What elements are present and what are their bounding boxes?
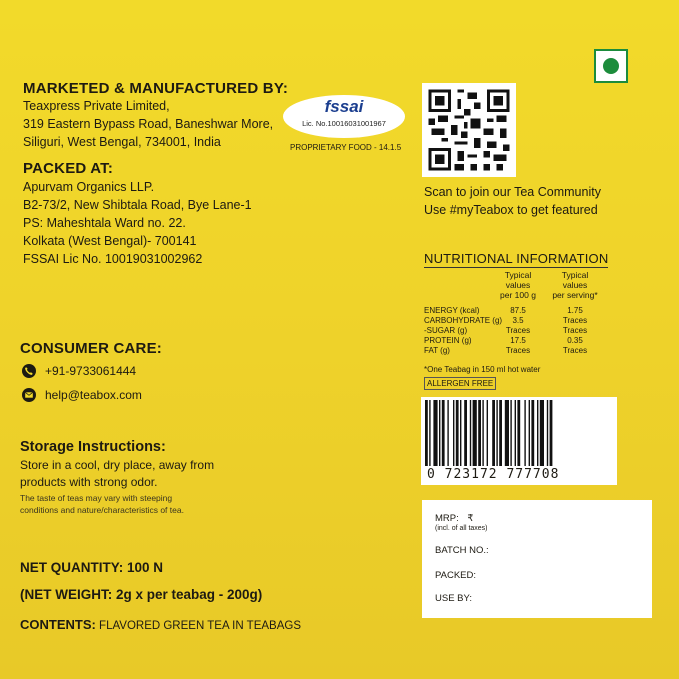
nutrient-value: 3.5 [512, 316, 524, 325]
marketed-heading: MARKETED & MANUFACTURED BY: [23, 80, 289, 97]
nutrient-name: -SUGAR (g) [424, 326, 468, 335]
header-text: Typical [561, 270, 589, 280]
nutrition-title: NUTRITIONAL INFORMATION [424, 251, 609, 266]
net-quantity: NET QUANTITY: 100 N [20, 560, 164, 575]
barcode-bar [547, 400, 548, 466]
barcode-bar [550, 400, 553, 466]
barcode-bar [429, 400, 430, 466]
net-weight: (NET WEIGHT: 2g x per teabag - 200g) [20, 587, 263, 602]
mrp-incl: (incl. of all taxes) [435, 525, 488, 532]
barcode-bar [492, 400, 495, 466]
barcode-bar [505, 400, 509, 466]
barcode-bar [456, 400, 459, 466]
marketed-address [23, 97, 273, 151]
barcode-bar [531, 400, 534, 466]
header-text: per 100 g [500, 290, 536, 300]
storage-note [20, 492, 184, 516]
header-text: per serving* [552, 290, 598, 300]
marketed-line: Teaxpress Private Limited, [23, 99, 170, 113]
rupee-symbol: ₹ [467, 513, 474, 524]
packed-line: B2-73/2, New Shibtala Road, Bye Lane-1 [23, 198, 252, 212]
mrp-text: MRP: [435, 513, 459, 524]
nutrient-serving: Traces [562, 316, 588, 325]
phone-number[interactable]: +91-9733061444 [45, 364, 137, 378]
barcode-bar [540, 400, 544, 466]
nutrient-serving: Traces [562, 326, 588, 335]
barcode-bar [529, 400, 530, 466]
community-line-2: Use #myTeabox to get featured [424, 203, 598, 217]
barcode-bar [425, 400, 428, 466]
fssai-logo: fssai [324, 97, 364, 116]
barcode-bar [464, 400, 467, 466]
mrp-label [435, 513, 473, 524]
mail-icon [22, 388, 36, 402]
nutrient-serving: 1.75 [567, 306, 583, 315]
nutrient-value: Traces [505, 346, 531, 355]
barcode [421, 397, 617, 485]
nutrition-row [424, 316, 604, 326]
barcode-bar [460, 400, 461, 466]
nutrition-col-header-2 [547, 270, 603, 300]
consumer-care-heading: CONSUMER CARE: [20, 340, 162, 357]
packed-address [23, 178, 252, 268]
barcode-bar [499, 400, 502, 466]
nutrient-name: PROTEIN (g) [424, 336, 472, 345]
nutrition-table [424, 306, 604, 356]
header-text: values [562, 280, 588, 290]
nutrition-row [424, 336, 604, 346]
community-text [424, 183, 601, 219]
packed-line: PS: Maheshtala Ward no. 22. [23, 216, 186, 230]
contents [20, 617, 301, 632]
marketed-line: 319 Eastern Bypass Road, Baneshwar More, [23, 117, 274, 131]
contents-value: FLAVORED GREEN TEA IN TEABAGS [95, 620, 301, 632]
nutrition-row [424, 306, 604, 316]
barcode-bar [447, 400, 448, 466]
barcode-bar [470, 400, 471, 466]
packed-label: PACKED: [435, 570, 477, 581]
barcode-bar [515, 400, 516, 466]
nutrient-value: 87.5 [510, 306, 526, 315]
nutrient-serving: Traces [562, 346, 588, 355]
community-line-1: Scan to join our Tea Community [424, 185, 601, 199]
nutrient-name: FAT (g) [424, 346, 450, 355]
nutrition-row [424, 346, 604, 356]
packed-heading: PACKED AT: [23, 160, 114, 177]
email-address[interactable]: help@teabox.com [45, 388, 142, 402]
nutrition-footnote: *One Teabag in 150 ml hot water [424, 365, 541, 374]
header-text: Typical [504, 270, 532, 280]
nutrient-value: Traces [505, 326, 531, 335]
nutrition-row [424, 326, 604, 336]
nutrient-name: ENERGY (kcal) [424, 306, 480, 315]
qr-code[interactable] [422, 83, 516, 177]
allergen-badge: ALLERGEN FREE [424, 377, 496, 390]
packed-line: Kolkata (West Bengal)- 700141 [23, 234, 197, 248]
barcode-bar [478, 400, 481, 466]
marketed-line: Siliguri, West Bengal, 734001, India [23, 135, 221, 149]
phone-icon [22, 364, 36, 378]
storage-text [20, 457, 214, 491]
storage-note-line: The taste of teas may vary with steeping [20, 493, 173, 503]
header-text: values [505, 280, 531, 290]
barcode-bar [433, 400, 437, 466]
barcode-bar [482, 400, 483, 466]
packed-line: FSSAI Lic No. 10019031002962 [23, 252, 203, 266]
fssai-license: Lic. No.10016031001967 [302, 119, 386, 128]
batch-label: BATCH NO.: [435, 545, 489, 556]
storage-heading: Storage Instructions: [20, 439, 166, 455]
barcode-bar [517, 400, 520, 466]
barcode-bar [510, 400, 511, 466]
nutrition-col-header-1 [495, 270, 541, 300]
nutrient-serving: 0.35 [567, 336, 583, 345]
fssai-badge [283, 95, 405, 138]
price-box [422, 500, 652, 618]
nutrient-name: CARBOHYDRATE (g) [424, 316, 503, 325]
barcode-bars [421, 400, 617, 466]
use-by-label: USE BY: [435, 593, 472, 604]
barcode-bar [439, 400, 440, 466]
barcode-bar [524, 400, 525, 466]
veg-mark-icon [594, 49, 628, 83]
contents-label: CONTENTS: [20, 617, 96, 632]
barcode-bar [442, 400, 445, 466]
barcode-bar [537, 400, 538, 466]
fssai-category: PROPRIETARY FOOD - 14.1.5 [290, 143, 402, 152]
barcode-bar [496, 400, 497, 466]
barcode-bar [487, 400, 488, 466]
barcode-bar [473, 400, 477, 466]
storage-note-line: conditions and nature/characteristics of tea. [20, 505, 184, 515]
nutrient-value: 17.5 [510, 336, 526, 345]
barcode-bar [453, 400, 454, 466]
nutrition-divider [424, 267, 608, 268]
barcode-digits: 0 723172 777708 [427, 467, 560, 482]
packed-line: Apurvam Organics LLP. [23, 180, 155, 194]
storage-line: Store in a cool, dry place, away from [20, 458, 215, 472]
storage-line: products with strong odor. [20, 475, 158, 489]
